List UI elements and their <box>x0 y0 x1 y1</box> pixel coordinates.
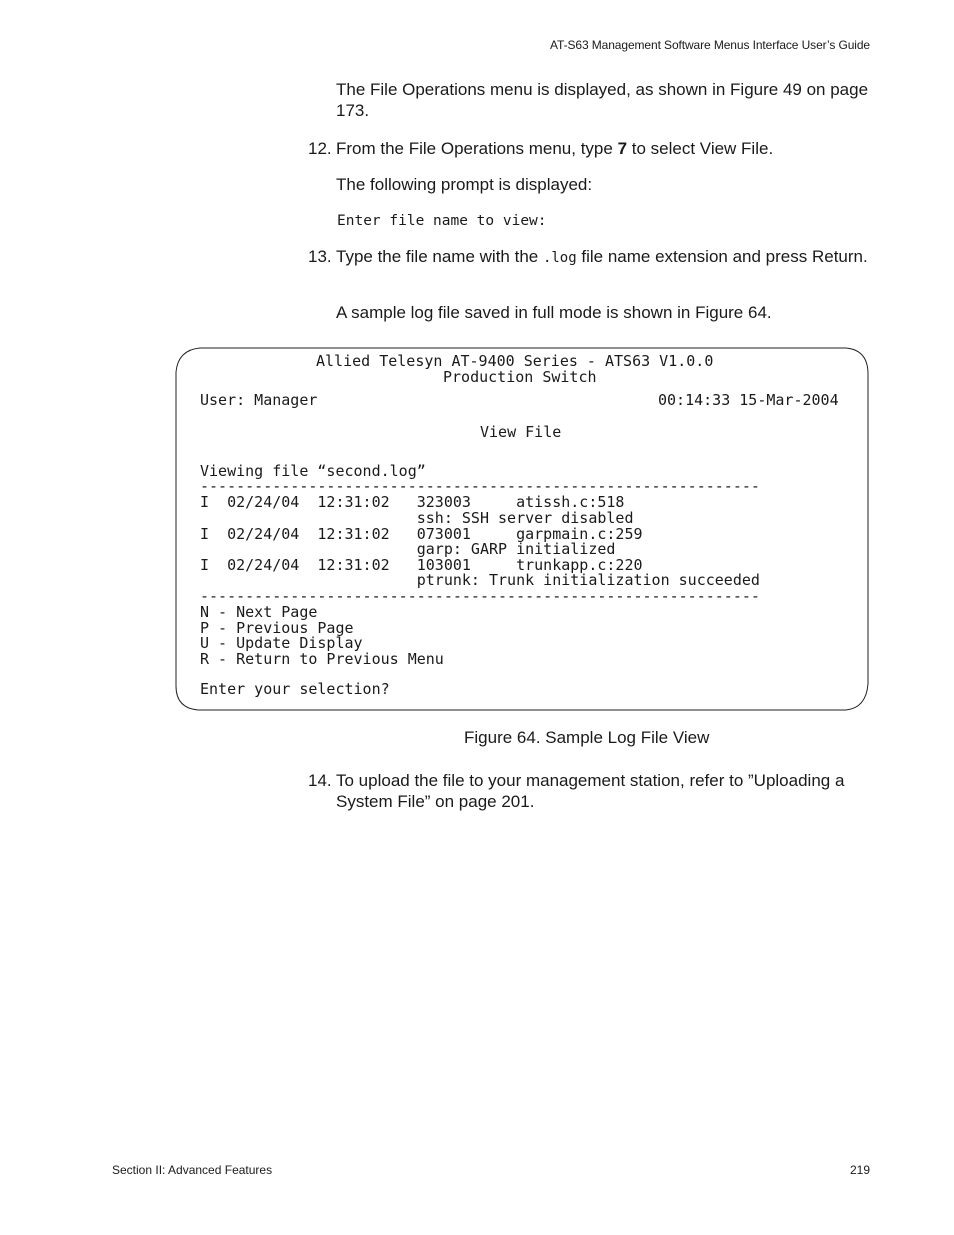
step-text: From the File Operations menu, type 7 to select View File. <box>336 139 774 158</box>
terminal-view-title: View File <box>480 423 562 441</box>
step-12 <box>308 138 878 159</box>
terminal-separator: -------------------------------------------------------------- <box>200 587 760 605</box>
terminal-viewing-file: Viewing file “second.log” <box>200 462 426 480</box>
log-entry-message: ptrunk: Trunk initialization succeeded <box>200 571 760 589</box>
running-header: AT-S63 Management Software Menus Interface User’s Guide <box>550 38 870 52</box>
menu-option-previous-page: P - Previous Page <box>200 619 354 637</box>
log-entry-row: I 02/24/04 12:31:02 323003 atissh.c:518 <box>200 493 625 511</box>
paragraph-prompt-intro: The following prompt is displayed: <box>336 175 593 194</box>
menu-option-next-page: N - Next Page <box>200 603 318 621</box>
step-number: 13. <box>308 247 332 266</box>
inline-code: .log <box>542 250 577 266</box>
menu-option-return: R - Return to Previous Menu <box>200 650 444 668</box>
log-entry-message: garp: GARP initialized <box>200 540 616 558</box>
terminal-product-line: Allied Telesyn AT-9400 Series - ATS63 V1.0.0 <box>316 352 714 370</box>
terminal-separator: -------------------------------------------------------------- <box>200 477 760 495</box>
step-text: To upload the file to your management station, refer to ”Uploading a System File” on page 201. <box>336 771 845 811</box>
step-text: Type the file name with the .log file name extension and press Return. <box>336 247 868 266</box>
step-14 <box>308 770 878 812</box>
step-13 <box>308 246 878 269</box>
terminal-datetime: 00:14:33 15-Mar-2004 <box>658 391 839 409</box>
terminal-selection-prompt: Enter your selection? <box>200 680 390 698</box>
page-number: 219 <box>849 1163 870 1177</box>
terminal-user: User: Manager <box>200 391 318 409</box>
step-number: 14. <box>308 771 332 790</box>
step-number: 12. <box>308 139 332 158</box>
paragraph-file-operations: The File Operations menu is displayed, as shown in Figure 49 on page 173. <box>336 80 869 120</box>
figure-caption: Figure 64. Sample Log File View <box>464 728 710 747</box>
log-entry-message: ssh: SSH server disabled <box>200 509 634 527</box>
log-entry-row: I 02/24/04 12:31:02 103001 trunkapp.c:220 <box>200 556 643 574</box>
menu-option-update-display: U - Update Display <box>200 634 363 652</box>
footer-section: Section II: Advanced Features <box>112 1163 273 1177</box>
log-entry-row: I 02/24/04 12:31:02 073001 garpmain.c:259 <box>200 525 643 543</box>
prompt-text: Enter file name to view: <box>337 213 547 229</box>
terminal-switch-name: Production Switch <box>443 368 597 386</box>
step-key: 7 <box>617 139 628 158</box>
paragraph-sample-log: A sample log file saved in full mode is shown in Figure 64. <box>336 303 772 322</box>
